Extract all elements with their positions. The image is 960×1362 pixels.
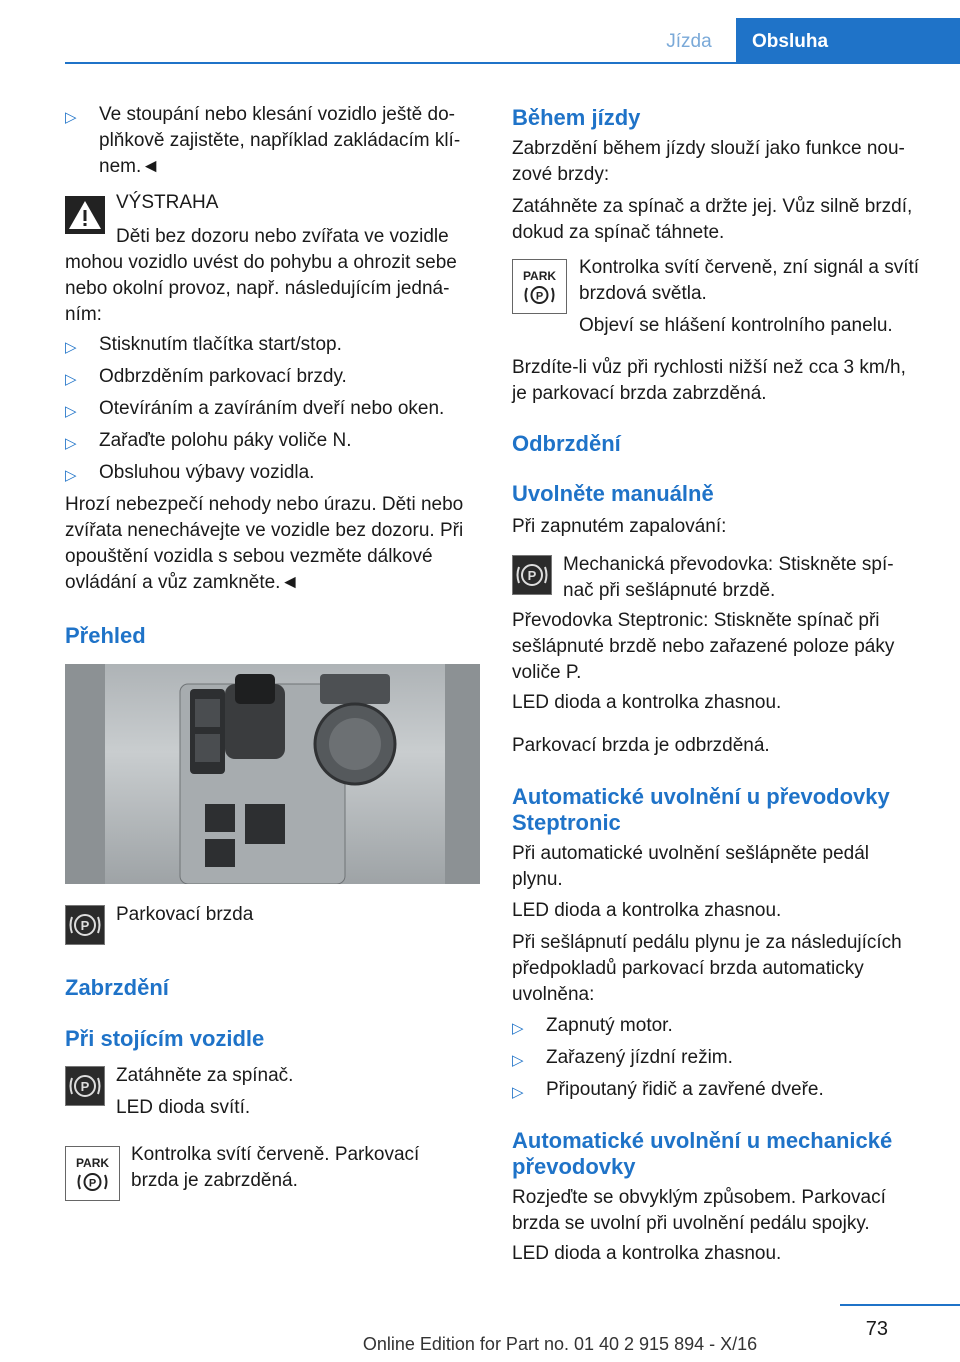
led-off-text: LED dioda a kontrolka zhasnou.	[512, 900, 782, 921]
page-number: 73	[865, 1318, 888, 1340]
bullet-icon: ▷	[65, 435, 77, 452]
bullet-icon: ▷	[512, 1052, 524, 1069]
list-item: Zařazený jízdní režim.	[546, 1047, 733, 1068]
heading-auto-steptronic: Automatické uvolnění u převodovky Steptronic	[512, 784, 890, 835]
speed-text: Brzdíte-li vůz při rychlosti nižší než cca 3 km/h, je parkovací brzda zabrzděná.	[512, 357, 906, 404]
heading-pri-stojicim: Při stojícím vozidle	[65, 1026, 265, 1051]
bullet-icon: ▷	[512, 1020, 524, 1037]
danger-text: Hrozí nebezpečí nehody nebo úrazu. Děti nebo zvířata nenechávejte ve vozidle bez dozoru. Při opouštění vozidla s sebou vezměte dálkové ovládání a vůz zamkněte.◄	[65, 494, 464, 593]
list-item: Odbrzděním parkovací brzdy.	[99, 366, 347, 387]
park-label: PARK	[522, 269, 557, 283]
heading-odbrzdeni: Odbrzdění	[512, 431, 621, 456]
bullet-icon: ▷	[65, 339, 77, 356]
footer-edition: Online Edition for Part no. 01 40 2 915 894 - X/16	[362, 1334, 758, 1354]
p-symbol: P	[88, 1177, 97, 1190]
list-item: Připoutaný řidič a zavřené dveře.	[546, 1079, 824, 1100]
heading-prehled: Přehled	[65, 623, 146, 648]
warning-title: VÝSTRAHA	[116, 192, 219, 213]
heading-behem-jizdy: Během jízdy	[512, 105, 641, 130]
parking-brake-icon	[65, 905, 105, 945]
ignition-text: Při zapnutém zapalování:	[512, 516, 727, 537]
header-rule	[65, 62, 960, 64]
pull-switch-text: Zatáhněte za spínač.	[116, 1065, 294, 1086]
warning-body: mohou vozidlo uvést do pohybu a ohrozit sebe nebo okolní provoz, např. následujícím jedná- ním:	[65, 252, 457, 325]
list-item: Zařaďte polohu páky voliče N.	[99, 430, 352, 451]
bullet-icon: ▷	[65, 109, 77, 126]
park-warning-icon	[512, 259, 567, 314]
led-off-text: LED dioda a kontrolka zhasnou.	[512, 692, 782, 713]
park-msg-text: Objeví se hlášení kontrolního panelu.	[579, 315, 893, 336]
mech-text: Mechanická převodovka: Stiskněte spí- nač při sešlápnuté brzdě.	[563, 554, 894, 601]
park-warning-icon	[65, 1146, 120, 1201]
auto-step-p1: Při automatické uvolnění sešlápněte pedál plynu.	[512, 843, 870, 890]
tab-obsluha[interactable]: Obsluha	[736, 18, 960, 62]
p-symbol: P	[80, 1079, 90, 1094]
heading-manual: Uvolněte manuálně	[512, 481, 714, 506]
list-item: Obsluhou výbavy vozidla.	[99, 462, 315, 483]
list-item: Otevíráním a zavíráním dveří nebo oken.	[99, 398, 445, 419]
released-text: Parkovací brzda je odbrzděná.	[512, 735, 770, 756]
behem-p1: Zabrzdění během jízdy slouží jako funkce nou- zové brzdy:	[512, 138, 905, 185]
parking-brake-icon	[512, 555, 552, 595]
heading-zabrzdeni: Zabrzdění	[65, 975, 169, 1000]
list-item: Zapnutý motor.	[546, 1015, 673, 1036]
p-symbol: P	[80, 918, 90, 933]
park-light-text: Kontrolka svítí červeně, zní signál a svítí brzdová světla.	[579, 257, 920, 304]
bullet-icon: ▷	[65, 371, 77, 388]
auto-step-p2: Při sešlápnutí pedálu plynu je za následujících předpokladů parkovací brzda automaticky uvolněna:	[512, 932, 902, 1005]
list-item: Stisknutím tlačítka start/stop.	[99, 334, 342, 355]
bullet-icon: ▷	[512, 1084, 524, 1101]
red-light-text: Kontrolka svítí červeně. Parkovací brzda je zabrzděná.	[131, 1144, 420, 1191]
console-photo	[65, 664, 480, 884]
warning-icon	[65, 196, 105, 234]
bullet-intro: Ve stoupání nebo klesání vozidlo ještě do- plňkově zajistěte, například zakládacím klí- nem.◄	[99, 104, 461, 177]
bullet-icon: ▷	[65, 403, 77, 420]
behem-p2: Zatáhněte za spínač a držte jej. Vůz silně brzdí, dokud za spínač táhnete.	[512, 196, 913, 243]
tab-jizda[interactable]: Jízda	[666, 31, 712, 52]
park-label: PARK	[75, 1156, 110, 1170]
caption-brake: Parkovací brzda	[116, 904, 254, 925]
bullet-icon: ▷	[65, 467, 77, 484]
led-on-text: LED dioda svítí.	[116, 1097, 251, 1118]
parking-brake-icon	[65, 1066, 105, 1106]
auto-mech-text: Rozjeďte se obvyklým způsobem. Parkovací brzda se uvolní při uvolnění pedálu spojky.	[512, 1187, 886, 1234]
heading-auto-mech: Automatické uvolnění u mechanické převodovky	[512, 1128, 893, 1179]
steptronic-text: Převodovka Steptronic: Stiskněte spínač při sešlápnuté brzdě nebo zařazené poloze páky voliče P.	[512, 610, 895, 683]
led-off-text: LED dioda a kontrolka zhasnou.	[512, 1243, 782, 1264]
p-symbol: P	[527, 568, 537, 583]
footer-rule	[840, 1304, 960, 1306]
warning-first-line: Děti bez dozoru nebo zvířata ve vozidle	[116, 226, 449, 247]
p-symbol: P	[535, 290, 544, 303]
